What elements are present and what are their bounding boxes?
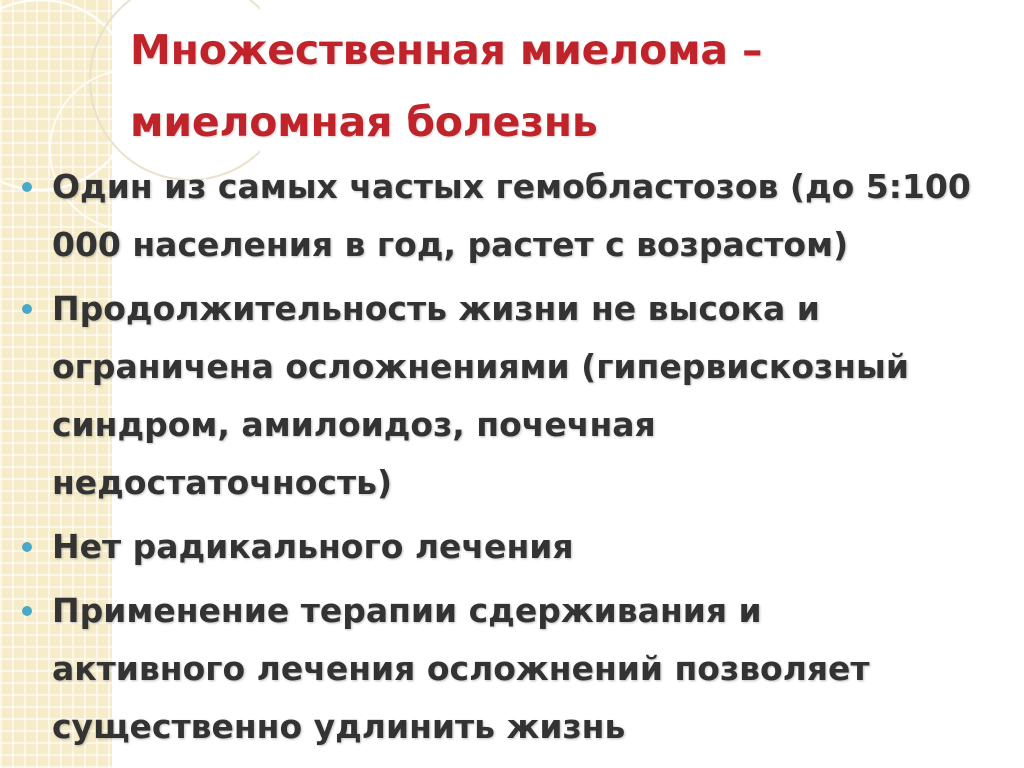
bullet-dot-icon <box>22 606 32 616</box>
bullet-dot-icon <box>22 182 32 192</box>
bullet-dot-icon <box>22 542 32 552</box>
bullet-dot-icon <box>22 304 32 314</box>
list-item <box>22 582 1012 756</box>
bullet-text: Один из самых частых гемобластозов (до 5:100 000 населения в год, растет с возрастом) <box>52 167 971 264</box>
bullet-list <box>22 158 1012 762</box>
list-item <box>22 518 1012 576</box>
bullet-text: Применение терапии сдерживания и активного лечения осложнений позволяет существенно удлинить жизнь <box>52 591 870 746</box>
list-item <box>22 158 1012 274</box>
list-item <box>22 280 1012 512</box>
bullet-text: Нет радикального лечения <box>52 527 574 566</box>
title-line-2: миеломная болезнь <box>130 98 598 146</box>
bullet-text: Продолжительность жизни не высока и ограничена осложнениями (гипервискозный синдром, амилоидоз, почечная недостаточность) <box>52 289 909 502</box>
title-line-1: Множественная миелома – <box>130 26 763 74</box>
slide-title <box>130 14 990 158</box>
